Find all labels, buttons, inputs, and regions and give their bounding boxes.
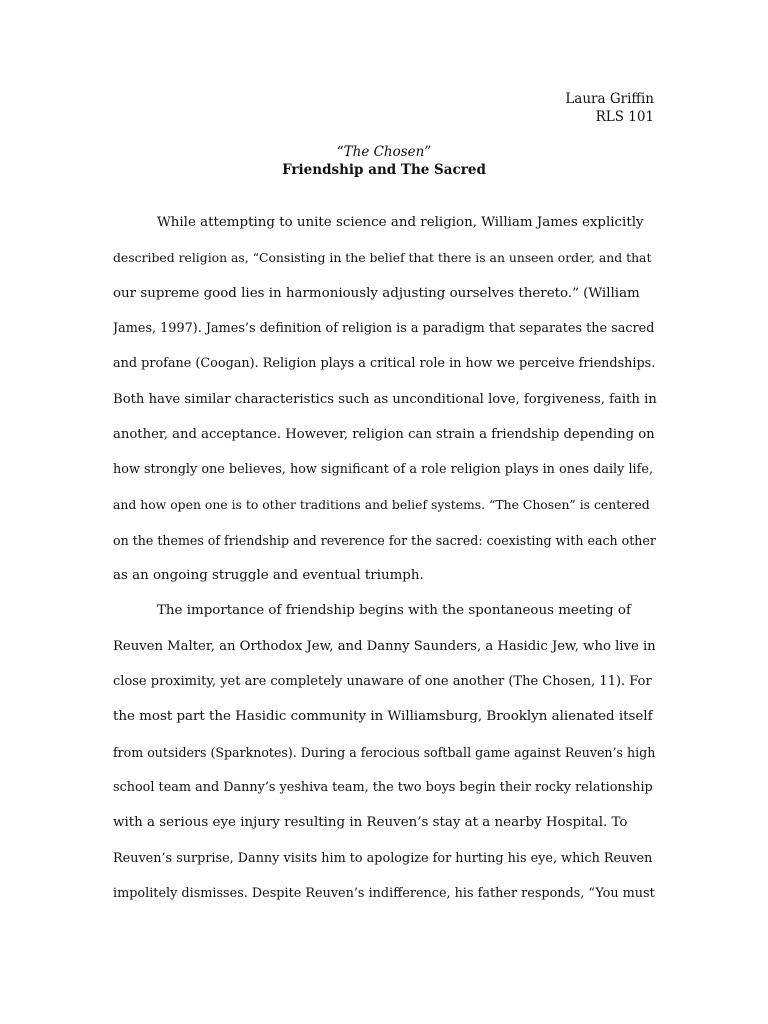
body-line: with a serious eye injury resulting in Reuven’s stay at a nearby Hospital. To: [113, 815, 628, 830]
body-line: the most part the Hasidic community in Williamsburg, Brooklyn alienated itself: [113, 709, 653, 724]
body-line: from outsiders (Sparknotes). During a ferocious softball game against Reuven’s high: [113, 745, 656, 760]
author-name: Laura Griffin: [565, 91, 654, 107]
body-line: another, and acceptance. However, religion can strain a friendship depending on: [113, 427, 655, 442]
body-line: The importance of friendship begins with the spontaneous meeting of: [157, 603, 631, 618]
body-line: close proximity, yet are completely unaware of one another (The Chosen, 11). For: [113, 674, 652, 689]
body-line: impolitely dismisses. Despite Reuven’s indifference, his father responds, “You must: [113, 886, 655, 901]
essay-title: [0, 143, 768, 179]
body-line: Reuven’s surprise, Danny visits him to apologize for hurting his eye, which Reuven: [113, 851, 653, 866]
body-line: on the themes of friendship and reverence for the sacred: coexisting with each other: [113, 533, 656, 548]
body-line: While attempting to unite science and religion, William James explicitly: [157, 215, 644, 230]
title-line-2: Friendship and The Sacred: [282, 162, 486, 178]
body-line: as an ongoing struggle and eventual triumph.: [113, 568, 424, 583]
author-header: [565, 90, 654, 126]
body-line: Reuven Malter, an Orthodox Jew, and Danny Saunders, a Hasidic Jew, who live in: [113, 639, 656, 654]
body-line: Both have similar characteristics such as unconditional love, forgiveness, faith in: [113, 392, 657, 407]
body-line: our supreme good lies in harmoniously adjusting ourselves thereto.” (William: [113, 286, 640, 301]
title-line-1: “The Chosen”: [336, 144, 432, 160]
course-code: RLS 101: [595, 109, 654, 125]
body-line: and profane (Coogan). Religion plays a critical role in how we perceive friendships.: [113, 356, 656, 371]
body-line: how strongly one believes, how significant of a role religion plays in ones daily life,: [113, 462, 654, 477]
body-line: described religion as, “Consisting in the belief that there is an unseen order, and that: [113, 250, 652, 265]
body-line: and how open one is to other traditions and belief systems. “The Chosen” is centered: [113, 497, 650, 512]
body-line: school team and Danny’s yeshiva team, the two boys begin their rocky relationship: [113, 780, 653, 795]
body-line: James, 1997). James’s definition of religion is a paradigm that separates the sacred: [113, 321, 655, 336]
